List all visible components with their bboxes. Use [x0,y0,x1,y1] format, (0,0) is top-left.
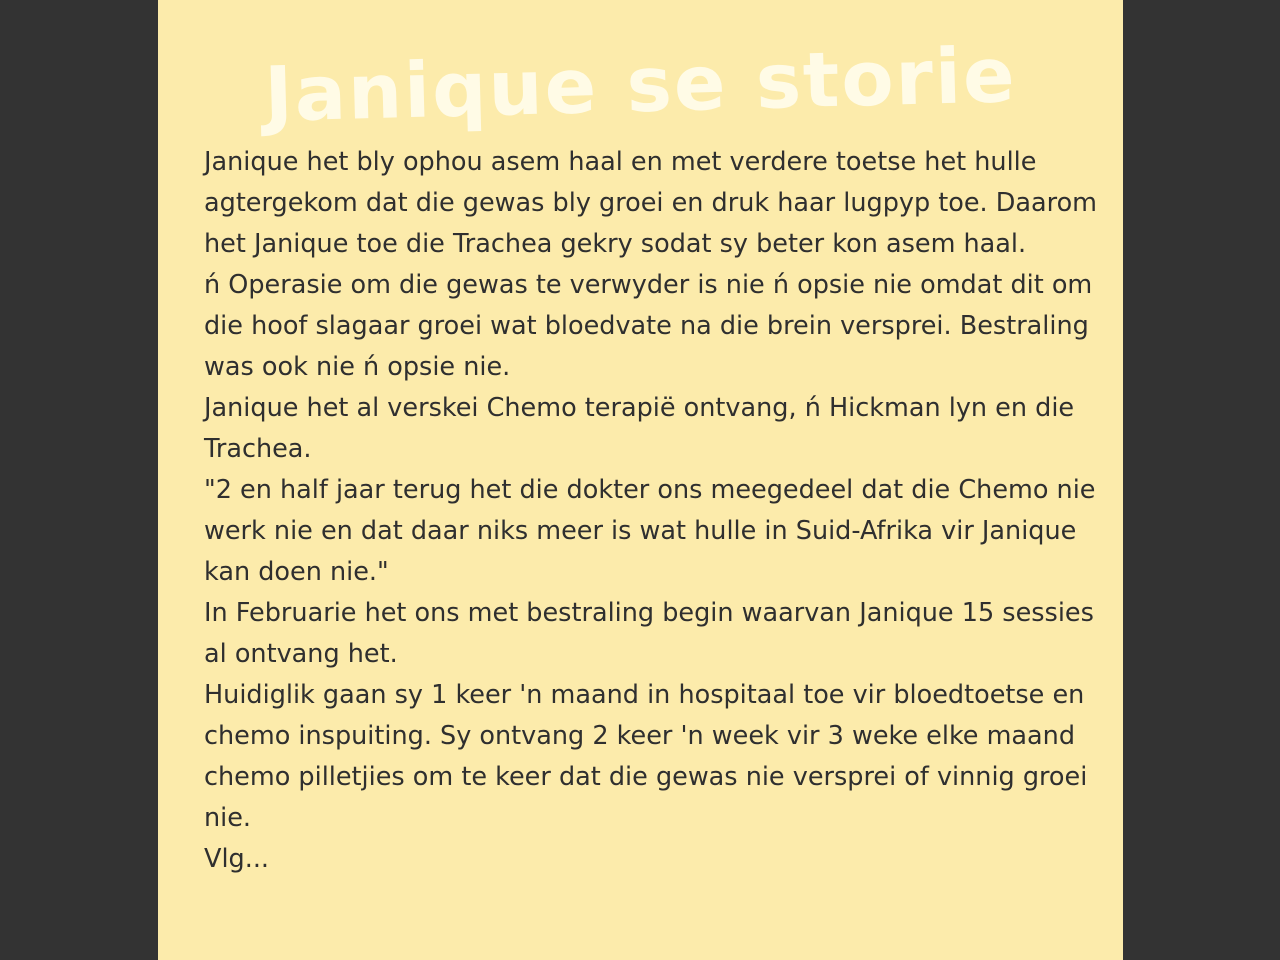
paragraph-7: Vlg... [204,844,270,874]
paragraph-6: Huidiglik gaan sy 1 keer 'n maand in hospitaal toe vir bloedtoetse en chemo inspuiting. Sy ontvang 2 keer 'n week vir 3 weke elke maand chemo pilletjies om te keer dat die gewas nie versprei of vinnig groei nie. [204,680,1088,833]
paragraph-2: ń Operasie om die gewas te verwyder is nie ń opsie nie omdat dit om die hoof slagaar groei wat bloedvate na die brein versprei. Bestraling was ook nie ń opsie nie. [204,270,1093,382]
paragraph-5: In Februarie het ons met bestraling begin waarvan Janique 15 sessies al ontvang het. [204,598,1094,669]
story-body [204,142,1104,880]
story-page [158,0,1123,960]
story-title: Janique se storie [263,30,1018,139]
paragraph-1: Janique het bly ophou asem haal en met verdere toetse het hulle agtergekom dat die gewas bly groei en druk haar lugpyp toe. Daarom het Janique toe die Trachea gekry sodat sy beter kon asem haal. [204,147,1098,259]
paragraph-4: "2 en half jaar terug het die dokter ons meegedeel dat die Chemo nie werk nie en dat daar niks meer is wat hulle in Suid-Afrika vir Janique kan doen nie." [204,475,1096,587]
paragraph-3: Janique het al verskei Chemo terapië ontvang, ń Hickman lyn en die Trachea. [204,393,1075,464]
